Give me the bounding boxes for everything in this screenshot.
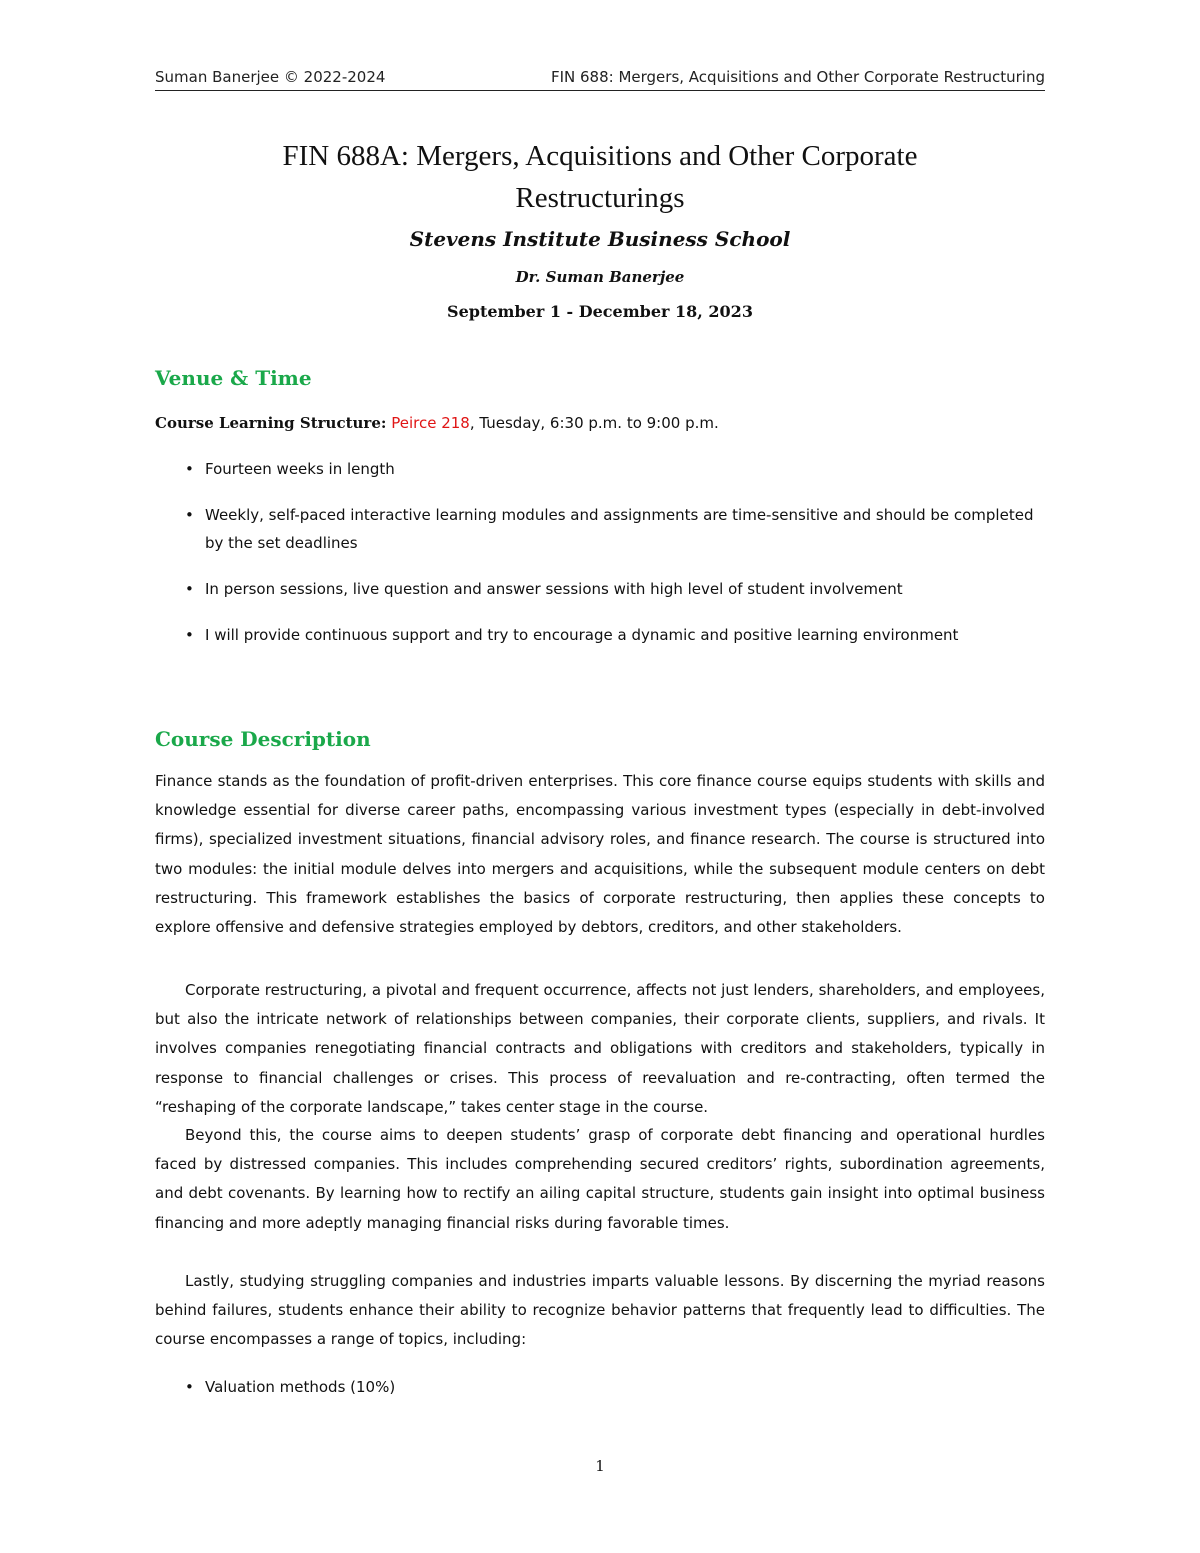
school-name: Stevens Institute Business School <box>409 227 791 251</box>
course-learning-structure <box>155 414 1045 432</box>
document-title <box>155 135 1045 219</box>
description-paragraph-1: Finance stands as the foundation of profit-driven enterprises. This core finance course equips students with skills and knowledge essential for diverse career paths, encompassing various investment types (especially in debt-involved firms), specialized investment situations, financial advisory roles, and finance research. The course is structured into two modules: the initial module delves into mergers and acquisitions, while the subsequent module centers on debt restructuring. This framework establishes the basics of corporate restructuring, then applies these concepts to explore offensive and defensive strategies employed by debtors, creditors, and other stakeholders. <box>155 772 1045 937</box>
bullet-icon: • <box>185 626 194 644</box>
schedule-text: , Tuesday, 6:30 p.m. to 9:00 p.m. <box>469 414 719 432</box>
venue-bullet-list <box>155 455 1045 649</box>
header-author: Suman Banerjee © 2022-2024 <box>155 68 386 86</box>
page-number: 1 <box>595 1457 605 1475</box>
list-item: • Valuation methods (10%) <box>155 1373 1045 1401</box>
description-paragraph-2: Corporate restructuring, a pivotal and frequent occurrence, affects not just lenders, shareholders, and employees, but also the intricate network of relationships between companies, their corporate clients, suppliers, and rivals. It involves companies renegotiating financial contracts and obligations with creditors and stakeholders, typically in response to financial challenges or crises. This process of reevaluation and re-contracting, often termed the “reshaping of the corporate landscape,” takes center stage in the course. <box>155 981 1045 1116</box>
course-description-heading: Course Description <box>155 727 371 751</box>
bullet-icon: • <box>185 460 194 478</box>
topics-bullet-list <box>155 1373 1045 1401</box>
room-link[interactable]: Peirce 218 <box>391 414 470 432</box>
course-dates: September 1 - December 18, 2023 <box>447 302 753 321</box>
instructor-name: Dr. Suman Banerjee <box>515 268 685 286</box>
list-item: • In person sessions, live question and answer sessions with high level of student involvement <box>155 575 1045 603</box>
list-item: • I will provide continuous support and try to encourage a dynamic and positive learning environment <box>155 621 1045 649</box>
bullet-icon: • <box>185 580 194 598</box>
bullet-icon: • <box>185 506 194 524</box>
list-item: • Fourteen weeks in length <box>155 455 1045 483</box>
structure-label: Course Learning Structure: <box>155 414 387 432</box>
title-line-1: FIN 688A: Mergers, Acquisitions and Other Corporate <box>282 140 918 172</box>
title-line-2: Restructurings <box>515 182 685 214</box>
venue-time-heading: Venue & Time <box>155 366 312 390</box>
list-item: • Weekly, self-paced interactive learning modules and assignments are time-sensitive and should be completed by the set deadlines <box>155 501 1045 557</box>
running-header <box>155 68 1045 91</box>
bullet-icon: • <box>185 1378 194 1396</box>
description-paragraph-3: Beyond this, the course aims to deepen students’ grasp of corporate debt financing and operational hurdles faced by distressed companies. This includes comprehending secured creditors’ rights, subordination agreements, and debt covenants. By learning how to rectify an ailing capital structure, students gain insight into optimal business financing and more adeptly managing financial risks during favorable times. <box>155 1126 1045 1232</box>
header-course-title: FIN 688: Mergers, Acquisitions and Other Corporate Restructuring <box>550 68 1045 86</box>
description-paragraph-4: Lastly, studying struggling companies and industries imparts valuable lessons. By discerning the myriad reasons behind failures, students enhance their ability to recognize behavior patterns that frequently lead to difficulties. The course encompasses a range of topics, including: <box>155 1272 1045 1349</box>
